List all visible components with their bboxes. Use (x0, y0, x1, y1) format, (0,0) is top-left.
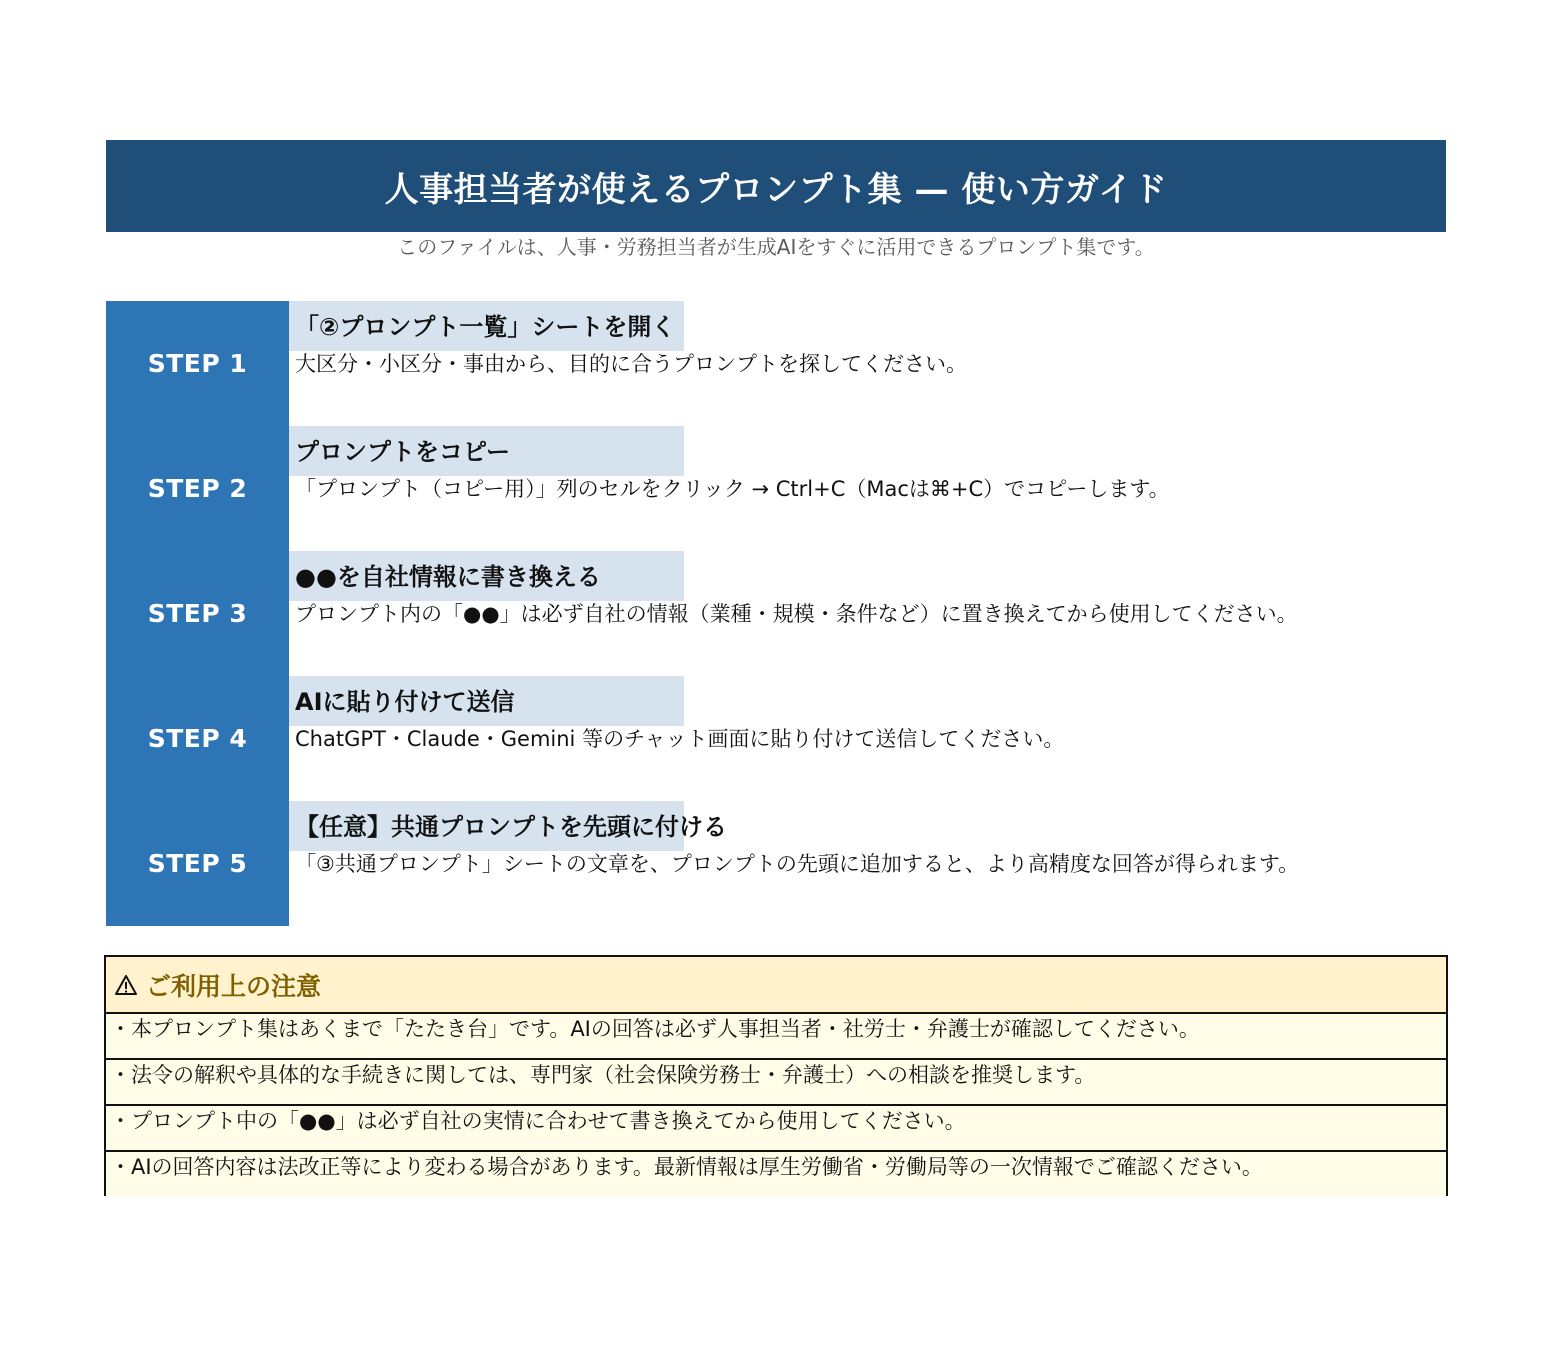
note-text: ・本プロンプト集はあくまで「たたき台」です。AIの回答は必ず人事担当者・社労士・弁護士が確認してください。 (110, 1017, 1200, 1041)
step-label-cell (106, 551, 289, 676)
step-label: STEP 1 (147, 349, 248, 378)
step-label-cell (106, 801, 289, 926)
note-row (106, 1106, 1446, 1152)
step-label-cell (106, 301, 289, 426)
step-description: 大区分・小区分・事由から、目的に合うプロンプトを探してください。 (295, 352, 967, 376)
step-label: STEP 4 (147, 724, 248, 753)
step-row-1 (106, 301, 1446, 426)
step-row-5 (106, 801, 1446, 926)
page-title: 人事担当者が使えるプロンプト集 — 使い方ガイド (384, 169, 1168, 210)
page-subtitle: このファイルは、人事・労務担当者が生成AIをすぐに活用できるプロンプト集です。 (397, 235, 1155, 259)
note-text: ・法令の解釈や具体的な手続きに関しては、専門家（社会保険労務士・弁護士）への相談を推奨します。 (110, 1063, 1096, 1087)
notes-title: ご利用上の注意 (146, 971, 322, 1001)
note-row (106, 1152, 1446, 1196)
note-row (106, 1014, 1446, 1060)
step-row-2 (106, 426, 1446, 551)
step-row-3 (106, 551, 1446, 676)
step-label-cell (106, 426, 289, 551)
step-title: AIに貼り付けて送信 (295, 688, 515, 716)
step-label: STEP 5 (147, 849, 248, 878)
step-description: 「③共通プロンプト」シートの文章を、プロンプトの先頭に追加すると、より高精度な回答が得られます。 (295, 852, 1300, 876)
step-description: ChatGPT・Claude・Gemini 等のチャット画面に貼り付けて送信してください。 (295, 727, 1065, 751)
step-label-cell (106, 676, 289, 801)
notes-header (106, 957, 1446, 1014)
step-description: 「プロンプト（コピー用）」列のセルをクリック → Ctrl+C（Macは⌘+C）でコピーします。 (295, 477, 1170, 501)
step-title: プロンプトをコピー (295, 438, 511, 466)
note-text: ・AIの回答内容は法改正等により変わる場合があります。最新情報は厚生労働省・労働局等の一次情報でご確認ください。 (110, 1155, 1263, 1179)
step-label: STEP 3 (147, 599, 248, 628)
step-title: 「②プロンプト一覧」シートを開く (295, 313, 676, 341)
step-row-4 (106, 676, 1446, 801)
step-label: STEP 2 (147, 474, 248, 503)
step-title: ●●を自社情報に書き換える (295, 563, 601, 591)
title-bar (106, 140, 1446, 232)
steps-table (106, 301, 1446, 926)
step-title: 【任意】共通プロンプトを先頭に付ける (295, 813, 727, 841)
note-row (106, 1060, 1446, 1106)
notes-box (104, 955, 1448, 1196)
step-description: プロンプト内の「●●」は必ず自社の情報（業種・規模・条件など）に置き換えてから使用してください。 (295, 602, 1298, 626)
note-text: ・プロンプト中の「●●」は必ず自社の実情に合わせて書き換えてから使用してください。 (110, 1109, 966, 1133)
warning-icon (114, 973, 138, 997)
